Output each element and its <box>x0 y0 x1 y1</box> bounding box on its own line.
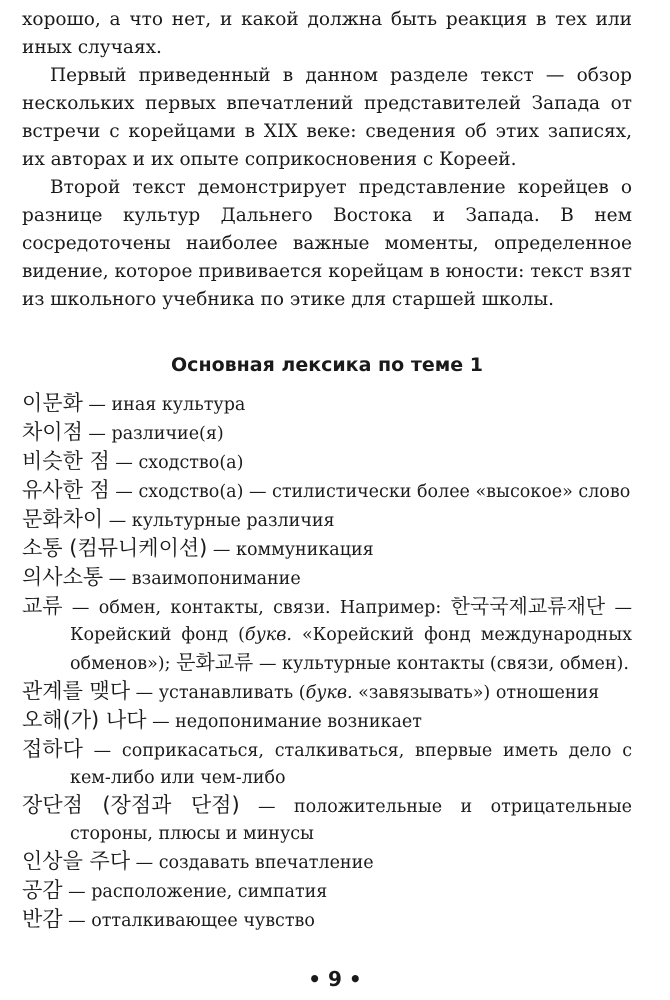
vocab-definition: соприкасаться, сталкиваться, впервые иметь дело с кем-либо или чем-либо <box>70 741 632 788</box>
vocab-term: 이문화 <box>22 391 83 415</box>
vocab-definition: сходство(а) — стилистически более «высокое» слово <box>138 482 631 502</box>
vocab-entry: 유사한 점 — сходство(а) — стилистически более «высокое» слово <box>22 478 631 502</box>
vocab-term: 문화차이 <box>22 507 104 531</box>
vocab-definition: иная культура <box>111 395 246 415</box>
vocab-entry: 교류 — обмен, контакты, связи. Например: 한국국제교류재단 — Корейский фонд (букв. «Корейский фонд международных обменов»); 문화교류 — культурные контакты (связи, обмен). <box>22 594 632 674</box>
vocab-term: 오해(가) 나다 <box>22 708 147 732</box>
vocabulary-list <box>22 390 632 935</box>
vocab-definition: положительные и отрицательные стороны, плюсы и минусы <box>70 797 632 844</box>
vocab-definition: культурные различия <box>131 511 335 531</box>
vocab-definition: обмен, контакты, связи. Например: <box>98 598 451 618</box>
vocab-entry: 공감 — расположение, симпатия <box>22 878 328 902</box>
vocab-entry: 소통 (컴뮤니케이션) — коммуникация <box>22 536 374 560</box>
vocab-term: 비슷한 점 <box>22 449 110 473</box>
vocab-entry: 의사소통 — взаимопонимание <box>22 565 301 589</box>
vocab-definition: различие(я) <box>111 424 224 444</box>
vocab-example-term: 한국국제교류재단 <box>450 594 606 618</box>
vocab-term: 장단점 (장점과 단점) <box>22 793 240 817</box>
vocab-entry: 인상을 주다 — создавать впечатление <box>22 849 374 873</box>
vocab-definition: создавать впечатление <box>158 853 374 873</box>
vocab-example-term: 문화교류 <box>176 650 254 674</box>
vocab-definition: недопонимание возникает <box>175 712 422 732</box>
vocab-term: 소통 (컴뮤니케이션) <box>22 536 208 560</box>
vocab-term: 반감 <box>22 907 63 931</box>
page-number: • 9 • <box>308 967 362 991</box>
vocab-definition: взаимопонимание <box>131 569 301 589</box>
abbreviation: букв. <box>244 625 292 645</box>
vocab-term: 유사한 점 <box>22 478 110 502</box>
vocab-entry: 접하다 — соприкасаться, сталкиваться, впервые иметь дело с кем-либо или чем-либо <box>22 737 632 788</box>
abbreviation: букв. <box>305 683 353 703</box>
vocab-definition: коммуникация <box>236 540 374 560</box>
vocab-entry: 비슷한 점 — сходство(а) <box>22 449 244 473</box>
vocab-definition: расположение, симпатия <box>91 882 328 902</box>
vocab-term: 관계를 맺다 <box>22 679 131 703</box>
vocab-entry: 관계를 맺다 — устанавливать (букв. «завязывать») отношения <box>22 679 600 703</box>
paragraph-continuation: хорошо, а что нет, и какой должна быть реакция в тех или иных случаях. <box>22 9 632 58</box>
vocab-entry: 이문화 — иная культура <box>22 391 246 415</box>
paragraph-second-text: Второй текст демонстрирует представление корейцев о разнице культур Дальнего Востока и Запада. В нем сосредоточены наиболее важные моменты, определенное видение, которое прививается корейцам в юности: текст взят из школьного учебника по этике для старшей школы. <box>22 177 632 310</box>
vocab-term: 인상을 주다 <box>22 849 131 873</box>
vocab-definition: отталкивающее чувство <box>91 911 315 931</box>
vocab-term: 공감 <box>22 878 63 902</box>
paragraph-first-text: Первый приведенный в данном разделе текст — обзор нескольких первых впечатлений представителей Запада от встречи с корейцами в XIX веке: сведения об этих записях, их авторах и их опыте соприкосновения с Кореей. <box>22 65 632 170</box>
vocab-entry: 장단점 (장점과 단점) — положительные и отрицательные стороны, плюсы и минусы <box>22 793 632 844</box>
vocab-definition: сходство(а) <box>138 453 244 473</box>
vocab-entry: 차이점 — различие(я) <box>22 420 224 444</box>
vocab-term: 교류 <box>22 594 63 618</box>
vocab-entry: 오해(가) 나다 — недопонимание возникает <box>22 708 422 732</box>
vocab-term: 의사소통 <box>22 565 104 589</box>
vocab-term: 접하다 <box>22 737 83 761</box>
vocab-entry: 문화차이 — культурные различия <box>22 507 335 531</box>
vocab-term: 차이점 <box>22 420 83 444</box>
vocab-entry: 반감 — отталкивающее чувство <box>22 907 315 931</box>
section-heading: Основная лексика по теме 1 <box>171 354 483 376</box>
page-content <box>22 6 632 935</box>
